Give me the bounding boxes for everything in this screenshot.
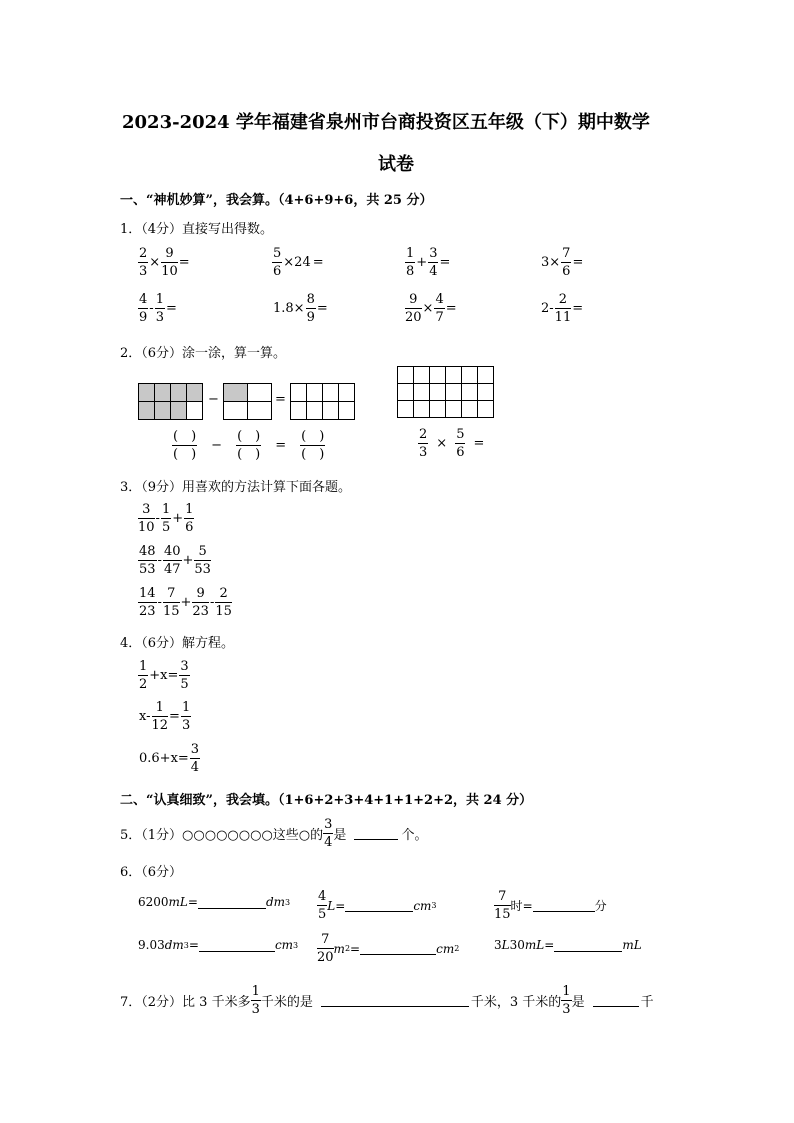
q6-item-d: 9.03 dm 3 = cm 3	[138, 938, 299, 952]
q4-equation-2: x- $\frac{1}{12}$ = $\frac{1}{3}$	[139, 700, 191, 733]
fraction: $\frac{5}{6}$	[456, 427, 465, 460]
fraction: $\frac{3}{4}$	[429, 246, 438, 279]
grid-b	[223, 383, 272, 420]
section-heading-1: 一、“神机妙算”，我会算。（4+6+9+6，共 25 分）	[120, 193, 433, 208]
q1-expr-4: 3× $\frac{7}{6}$ =	[541, 246, 584, 279]
answer-blank[interactable]	[199, 939, 275, 952]
q1-expr-1: $\frac{2}{3}$ × $\frac{9}{10}$ =	[139, 246, 190, 279]
answer-blank[interactable]	[198, 896, 266, 909]
q1-expr-3: $\frac{1}{8}$ + $\frac{3}{4}$ =	[406, 246, 451, 279]
q3-expr-2: $\frac{48}{53}$ - $\frac{40}{47}$ + $\frac{5}{53}$	[139, 544, 211, 577]
page-title: 2023-2024 学年福建省泉州市台商投资区五年级（下）期中数学	[122, 112, 650, 133]
fraction: $\frac{9}{10}$	[161, 246, 178, 279]
q6-item-e: $\frac{7}{20}$ m 2 = cm 2	[317, 932, 460, 965]
q2-multiply-expr: $\frac{2}{3}$ × $\frac{5}{6}$ =	[419, 427, 485, 460]
fraction: $\frac{4}{7}$	[435, 292, 444, 325]
grid-d	[397, 366, 494, 418]
answer-blank[interactable]	[321, 994, 469, 1007]
fraction: $\frac{2}{3}$	[419, 427, 428, 460]
question-6-label: 6．（6分）	[120, 865, 183, 880]
fraction: $\frac{7}{6}$	[562, 246, 571, 279]
grid-a	[138, 383, 203, 420]
fraction: $\frac{5}{6}$	[273, 246, 282, 279]
fraction: $\frac{1}{8}$	[406, 246, 415, 279]
q2-blank-fractions: $\frac{( )}{( )}$ − $\frac{( )}{( )}$ = $\frac{( )}{( )}$	[173, 429, 325, 462]
q1-expr-2: $\frac{5}{6}$ ×24 =	[273, 246, 324, 279]
q6-item-f: 3 L 30 mL = mL	[494, 938, 642, 952]
fraction: $\frac{8}{9}$	[306, 292, 315, 325]
q1-expr-8: 2- $\frac{2}{11}$ =	[541, 292, 584, 325]
q1-expr-5: $\frac{4}{9}$ - $\frac{1}{3}$ =	[139, 292, 177, 325]
question-2-label: 2．（6分）涂一涂，算一算。	[120, 346, 287, 361]
q3-expr-3: $\frac{14}{23}$ - $\frac{7}{15}$ + $\frac{9}{23}$ - $\frac{2}{15}$	[139, 586, 232, 619]
q1-expr-6: 1.8× $\frac{8}{9}$ =	[273, 292, 328, 325]
fraction: $\frac{2}{3}$	[139, 246, 148, 279]
blank-fraction: $\frac{( )}{( )}$	[237, 429, 261, 462]
blank-fraction: $\frac{( )}{( )}$	[173, 429, 197, 462]
section-heading-2: 二、“认真细致”，我会填。（1+6+2+3+4+1+1+2+2，共 24 分）	[120, 793, 533, 808]
answer-blank[interactable]	[354, 827, 398, 840]
answer-blank[interactable]	[360, 942, 436, 955]
q6-item-a: 6200 mL = dm 3	[138, 895, 291, 909]
q6-item-c: $\frac{7}{15}$ 时 = 分	[494, 889, 607, 922]
question-1-label: 1．（4分）直接写出得数。	[120, 222, 274, 237]
question-4-label: 4．（6分）解方程。	[120, 636, 235, 651]
q6-item-b: $\frac{4}{5}$ L = cm 3	[318, 889, 437, 922]
blank-fraction: $\frac{( )}{( )}$	[301, 429, 325, 462]
answer-blank[interactable]	[593, 994, 639, 1007]
grid-minus: −	[208, 392, 219, 407]
page-title-cont: 试卷	[378, 154, 414, 175]
grid-equals: =	[275, 392, 286, 407]
q1-expr-7: $\frac{9}{20}$ × $\frac{4}{7}$ =	[405, 292, 457, 325]
answer-blank[interactable]	[554, 939, 622, 952]
fraction: $\frac{2}{11}$	[554, 292, 572, 325]
answer-blank[interactable]	[345, 899, 413, 912]
fraction: $\frac{4}{9}$	[139, 292, 148, 325]
q3-expr-1: $\frac{3}{10}$ - $\frac{1}{5}$ + $\frac{1}{6}$	[138, 502, 194, 535]
question-5: 5．（1分）○○○○○○○○这些○的 $\frac{3}{4}$ 是 个。	[120, 817, 428, 850]
q4-equation-1: $\frac{1}{2}$ +x= $\frac{3}{5}$	[139, 659, 189, 692]
fraction: $\frac{9}{20}$	[405, 292, 422, 325]
question-7: 7．（2分）比 3 千米多 $\frac{1}{3}$ 千米的是 千米，3 千米的 $\frac{1}{3}$ 是 千	[120, 984, 654, 1017]
q4-equation-3: 0.6+x= $\frac{3}{4}$	[139, 742, 200, 775]
fraction: $\frac{1}{3}$	[155, 292, 164, 325]
question-3-label: 3．（9分）用喜欢的方法计算下面各题。	[120, 480, 352, 495]
grid-c	[290, 383, 355, 420]
answer-blank[interactable]	[533, 899, 595, 912]
